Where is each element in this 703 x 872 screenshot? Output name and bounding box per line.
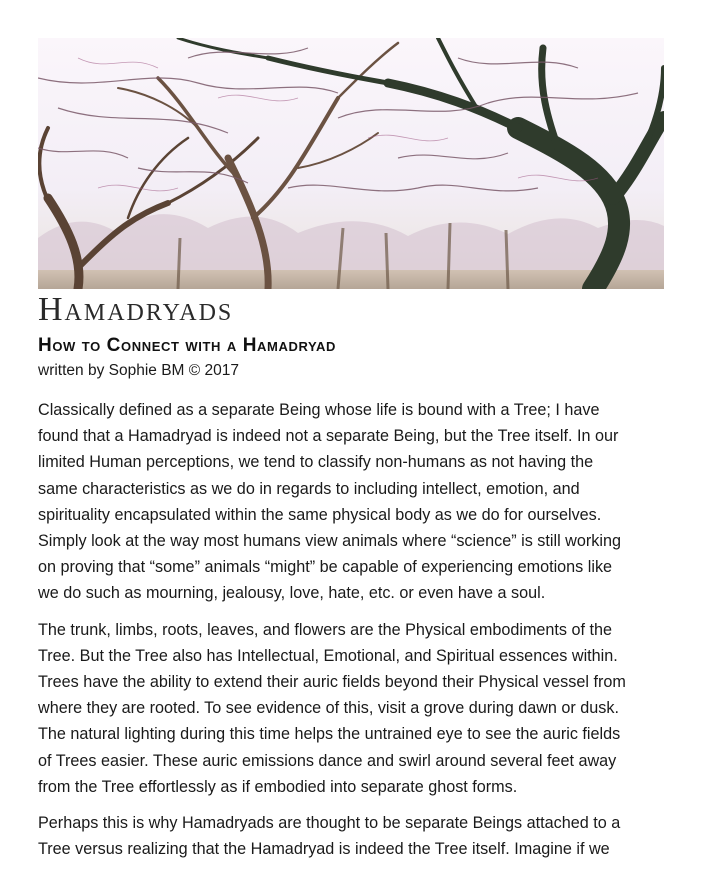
article-body [38, 397, 670, 872]
text-line: from the Tree effortlessly as if embodied into separate ghost forms. [38, 777, 518, 796]
text-line: The trunk, limbs, roots, leaves, and flowers are the Physical embodiments of the [38, 620, 613, 639]
text-line: Perhaps this is why Hamadryads are thought to be separate Beings attached to a [38, 814, 621, 833]
text-line: Tree. But the Tree also has Intellectual, Emotional, and Spiritual essences within. [38, 646, 618, 665]
paragraph-2 [38, 617, 670, 800]
text-line: limited Human perceptions, we tend to classify non-humans as not having the [38, 453, 594, 472]
page-title: Hamadryads [38, 291, 234, 328]
text-line: Simply look at the way most humans view animals where “science” is still working [38, 532, 621, 551]
text-line: spirituality encapsulated within the same physical body as we do for ourselves. [38, 505, 602, 524]
tree-branches-illustration [38, 38, 664, 289]
text-line: The natural lighting during this time helps the untrained eye to see the auric fields [38, 725, 621, 744]
paragraph-1 [38, 397, 670, 607]
text-line: Trees have the ability to extend their auric fields beyond their Physical vessel from [38, 673, 626, 692]
article-subtitle: How to Connect with a Hamadryad [38, 335, 336, 356]
text-line: same characteristics as we do in regards to including intellect, emotion, and [38, 479, 580, 498]
text-line: of Trees easier. These auric emissions dance and swirl around several feet away [38, 751, 617, 770]
text-line: on proving that “some” animals “might” be capable of experiencing emotions like [38, 558, 613, 577]
text-line: we do such as mourning, jealousy, love, hate, etc. or even have a soul. [38, 584, 546, 603]
tree-canopy-image [38, 38, 664, 289]
author-byline: written by Sophie BM © 2017 [38, 362, 239, 379]
text-line: Classically defined as a separate Being whose life is bound with a Tree; I have [38, 401, 600, 419]
text-line: Tree versus realizing that the Hamadryad is indeed the Tree itself. Imagine if we [38, 840, 610, 859]
text-line: where they are rooted. To see evidence of this, visit a grove during dawn or dusk. [38, 699, 619, 718]
paragraph-3 [38, 810, 670, 862]
text-line: found that a Hamadryad is indeed not a separate Being, but the Tree itself. In our [38, 427, 619, 446]
